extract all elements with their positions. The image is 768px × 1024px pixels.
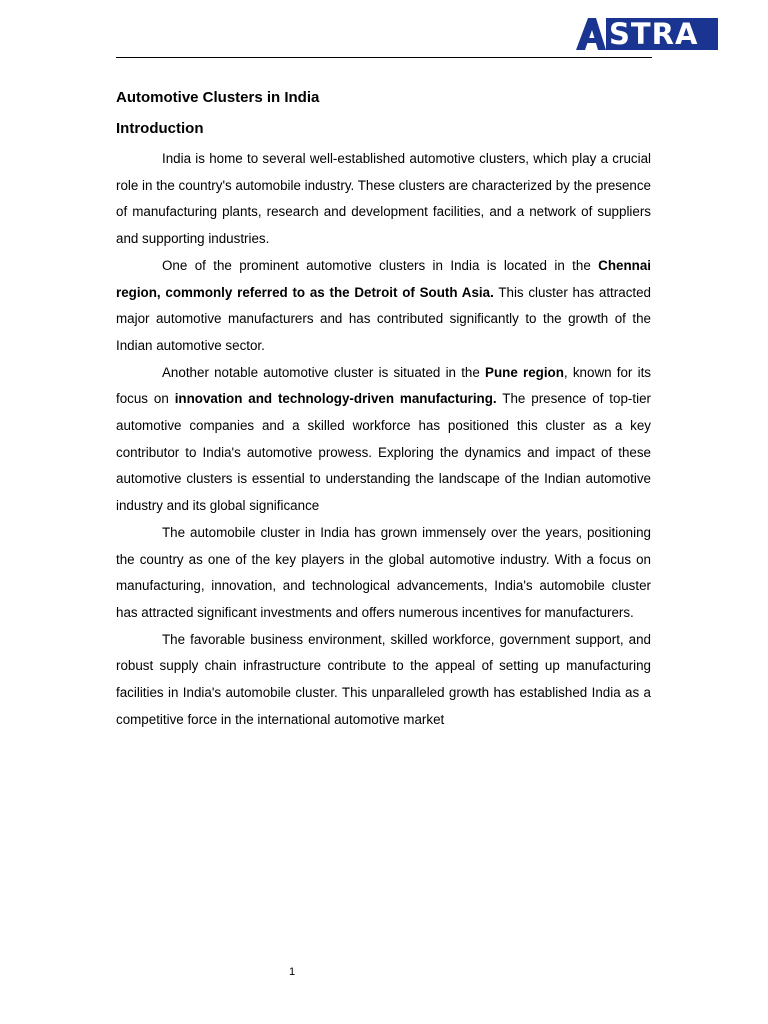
- page-number: 1: [289, 966, 296, 978]
- astra-logo: [576, 18, 718, 50]
- bold-text: Pune region: [485, 364, 564, 380]
- bold-text: innovation and technology-driven manufacturing.: [174, 391, 497, 407]
- document-title: Automotive Clusters in India: [116, 89, 320, 106]
- bold-text: Chennai region, commonly referred to as the Detroit of South Asia.: [116, 257, 651, 300]
- paragraph-text: Another notable automotive cluster is situated in the: [162, 364, 486, 380]
- body-paragraph: [116, 360, 651, 520]
- paragraph-text: The presence of top-tier automotive companies and a skilled workforce has positioned this cluster as a key contributor to India's automotive prowess. Exploring the dynamics and impact of these automotive clusters is essential to understanding the landscape of the Indian automotive industry and its global significance: [116, 391, 651, 514]
- logo-a-mark: [576, 18, 606, 50]
- document-body: [116, 146, 651, 733]
- body-paragraph: [116, 520, 651, 627]
- paragraph-text: India is home to several well-established automotive clusters, which play a crucial role in the country's automobile industry. These clusters are characterized by the presence of manufacturing plants, research and development facilities, and a network of suppliers and supporting industries.: [116, 151, 651, 247]
- body-paragraph: [116, 146, 651, 253]
- body-paragraph: [116, 627, 651, 734]
- paragraph-text: , known for its focus on: [116, 364, 651, 407]
- paragraph-text: One of the prominent automotive clusters in India is located in the: [162, 257, 599, 273]
- logo-wordmark: STRA: [606, 18, 718, 50]
- paragraph-text: The automobile cluster in India has grown immensely over the years, positioning the country as one of the key players in the global automotive industry. With a focus on manufacturing, innovation, and technological advancements, India's automobile cluster has attracted significant investments and offers numerous incentives for manufacturers.: [116, 524, 651, 620]
- section-heading: Introduction: [116, 120, 204, 137]
- paragraph-text: The favorable business environment, skilled workforce, government support, and robust supply chain infrastructure contribute to the appeal of setting up manufacturing facilities in India's automobile cluster. This unparalleled growth has established India as a competitive force in the international automotive market: [116, 631, 651, 727]
- body-paragraph: [116, 253, 651, 360]
- header-rule: [116, 57, 652, 58]
- paragraph-text: This cluster has attracted major automotive manufacturers and has contributed significantly to the growth of the Indian automotive sector.: [116, 284, 651, 353]
